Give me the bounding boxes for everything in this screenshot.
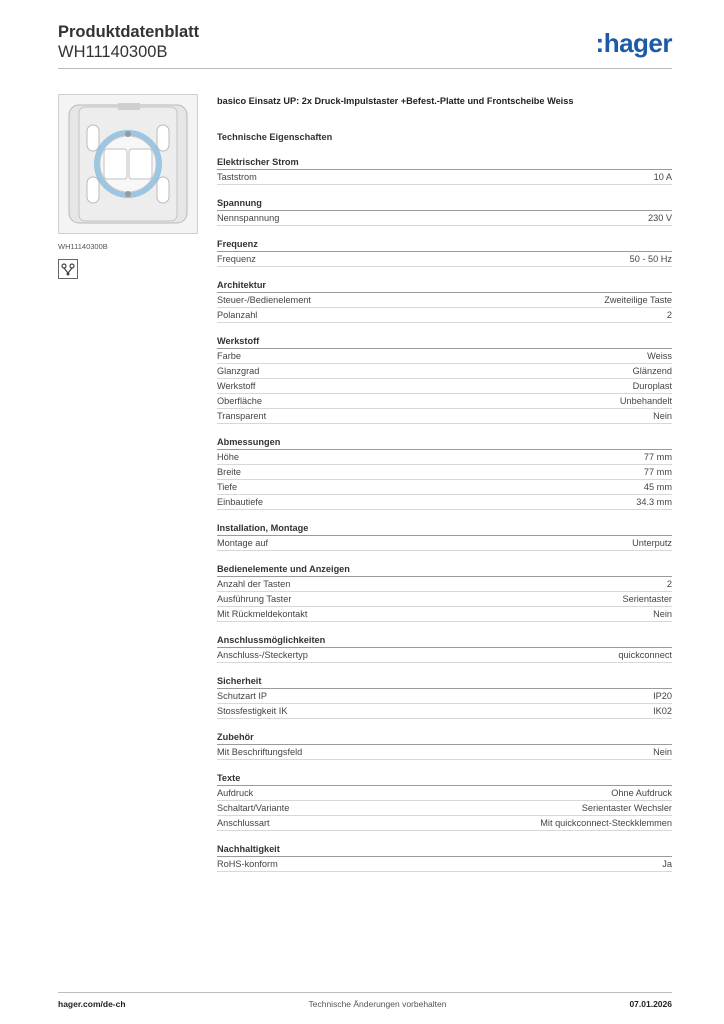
spec-label: Steuer-/Bedienelement (217, 295, 311, 305)
spec-label: Breite (217, 467, 242, 477)
spec-row (217, 450, 672, 465)
spec-label: Werkstoff (217, 381, 256, 391)
spec-section (217, 155, 672, 185)
spec-section (217, 674, 672, 719)
spec-label: RoHS-konform (217, 859, 278, 869)
spec-row (217, 857, 672, 872)
spec-value: 2 (666, 310, 672, 320)
spec-label: Farbe (217, 351, 242, 361)
spec-label: Montage auf (217, 538, 269, 548)
spec-value: Zweiteilige Taste (604, 295, 672, 305)
spec-value: Nein (653, 411, 672, 421)
footer-website[interactable]: hager.com/de-ch (58, 999, 126, 1009)
spec-label: Transparent (217, 411, 267, 421)
spec-row (217, 607, 672, 622)
spec-label: Oberfläche (217, 396, 262, 406)
spec-sections (217, 155, 672, 872)
spec-section (217, 633, 672, 663)
spec-label: Ausführung Taster (217, 594, 292, 604)
spec-row (217, 592, 672, 607)
hager-logo: :hager (595, 28, 672, 58)
spec-label: Mit Beschriftungsfeld (217, 747, 303, 757)
spec-label: Stossfestigkeit IK (217, 706, 288, 716)
spec-section (217, 435, 672, 510)
section-title: Spannung (217, 196, 672, 211)
spec-label: Frequenz (217, 254, 256, 264)
spec-value: 2 (666, 579, 672, 589)
spec-label: Glanzgrad (217, 366, 260, 376)
spec-value: quickconnect (618, 650, 672, 660)
spec-label: Anschlussart (217, 818, 270, 828)
spec-row (217, 308, 672, 323)
spec-row (217, 349, 672, 364)
spec-value: Weiss (647, 351, 672, 361)
spec-row (217, 394, 672, 409)
spec-label: Aufdruck (217, 788, 254, 798)
spec-label: Schutzart IP (217, 691, 268, 701)
spec-section (217, 334, 672, 424)
spec-row (217, 409, 672, 424)
spec-label: Einbautiefe (217, 497, 263, 507)
spec-row (217, 577, 672, 592)
spec-section (217, 771, 672, 831)
spec-row (217, 252, 672, 267)
spec-label: Mit Rückmeldekontakt (217, 609, 308, 619)
spec-section (217, 521, 672, 551)
section-title: Bedienelemente und Anzeigen (217, 562, 672, 577)
spec-label: Tiefe (217, 482, 238, 492)
spec-value: IP20 (653, 691, 672, 701)
spec-row (217, 816, 672, 831)
product-image-column (58, 94, 198, 279)
page-footer (58, 992, 672, 1009)
spec-value: 10 A (653, 172, 672, 182)
spec-value: Serientaster Wechsler (581, 803, 672, 813)
section-title: Werkstoff (217, 334, 672, 349)
spec-value: Mit quickconnect-Steckklemmen (540, 818, 672, 828)
spec-value: 50 - 50 Hz (629, 254, 672, 264)
spec-row (217, 648, 672, 663)
spec-label: Anschluss-/Steckertyp (217, 650, 308, 660)
spec-value: Glänzend (632, 366, 672, 376)
footer-note: Technische Änderungen vorbehalten (308, 999, 447, 1009)
spec-row (217, 786, 672, 801)
spec-section (217, 842, 672, 872)
spec-section (217, 730, 672, 760)
section-title: Nachhaltigkeit (217, 842, 672, 857)
section-title: Sicherheit (217, 674, 672, 689)
spec-value: Nein (653, 609, 672, 619)
switch-insert-image (59, 95, 197, 233)
spec-row (217, 495, 672, 510)
spec-section (217, 562, 672, 622)
product-description: basico Einsatz UP: 2x Druck-Impulstaster +Befest.-Platte und Frontscheibe Weiss (217, 96, 574, 106)
spec-label: Anzahl der Tasten (217, 579, 291, 589)
spec-section (217, 196, 672, 226)
spec-row (217, 536, 672, 551)
spec-row (217, 704, 672, 719)
section-title: Installation, Montage (217, 521, 672, 536)
footer-date: 07.01.2026 (629, 999, 672, 1009)
spec-section (217, 278, 672, 323)
technical-data (217, 94, 672, 872)
spec-row (217, 379, 672, 394)
spec-label: Nennspannung (217, 213, 280, 223)
spec-value: Ja (662, 859, 672, 869)
tech-properties-heading: Technische Eigenschaften (217, 132, 333, 142)
product-photo (58, 94, 198, 234)
spec-label: Polanzahl (217, 310, 258, 320)
spec-row (217, 364, 672, 379)
spec-value: 77 mm (643, 467, 672, 477)
spec-value: Unbehandelt (619, 396, 672, 406)
section-title: Anschlussmöglichkeiten (217, 633, 672, 648)
spec-value: Serientaster (622, 594, 672, 604)
spec-value: IK02 (653, 706, 672, 716)
spec-value: 45 mm (643, 482, 672, 492)
section-title: Elektrischer Strom (217, 155, 672, 170)
section-title: Abmessungen (217, 435, 672, 450)
section-title: Architektur (217, 278, 672, 293)
connector-icon (58, 259, 78, 279)
page-header (58, 20, 672, 69)
spec-value: 34.3 mm (636, 497, 672, 507)
spec-row (217, 170, 672, 185)
page-title: Produktdatenblatt (58, 23, 200, 41)
spec-value: 77 mm (643, 452, 672, 462)
spec-row (217, 745, 672, 760)
spec-row (217, 480, 672, 495)
spec-row (217, 211, 672, 226)
section-title: Zubehör (217, 730, 672, 745)
spec-value: Ohne Aufdruck (611, 788, 672, 798)
spec-value: 230 V (647, 213, 672, 223)
spec-section (217, 237, 672, 267)
spec-row (217, 689, 672, 704)
spec-label: Schaltart/Variante (217, 803, 290, 813)
spec-value: Nein (653, 747, 672, 757)
article-number: WH11140300B (58, 43, 168, 61)
spec-value: Unterputz (632, 538, 672, 548)
image-caption: WH11140300B (58, 242, 108, 251)
spec-row (217, 293, 672, 308)
section-title: Frequenz (217, 237, 672, 252)
section-title: Texte (217, 771, 672, 786)
spec-row (217, 801, 672, 816)
spec-value: Duroplast (632, 381, 672, 391)
spec-label: Taststrom (217, 172, 257, 182)
spec-row (217, 465, 672, 480)
spec-label: Höhe (217, 452, 239, 462)
